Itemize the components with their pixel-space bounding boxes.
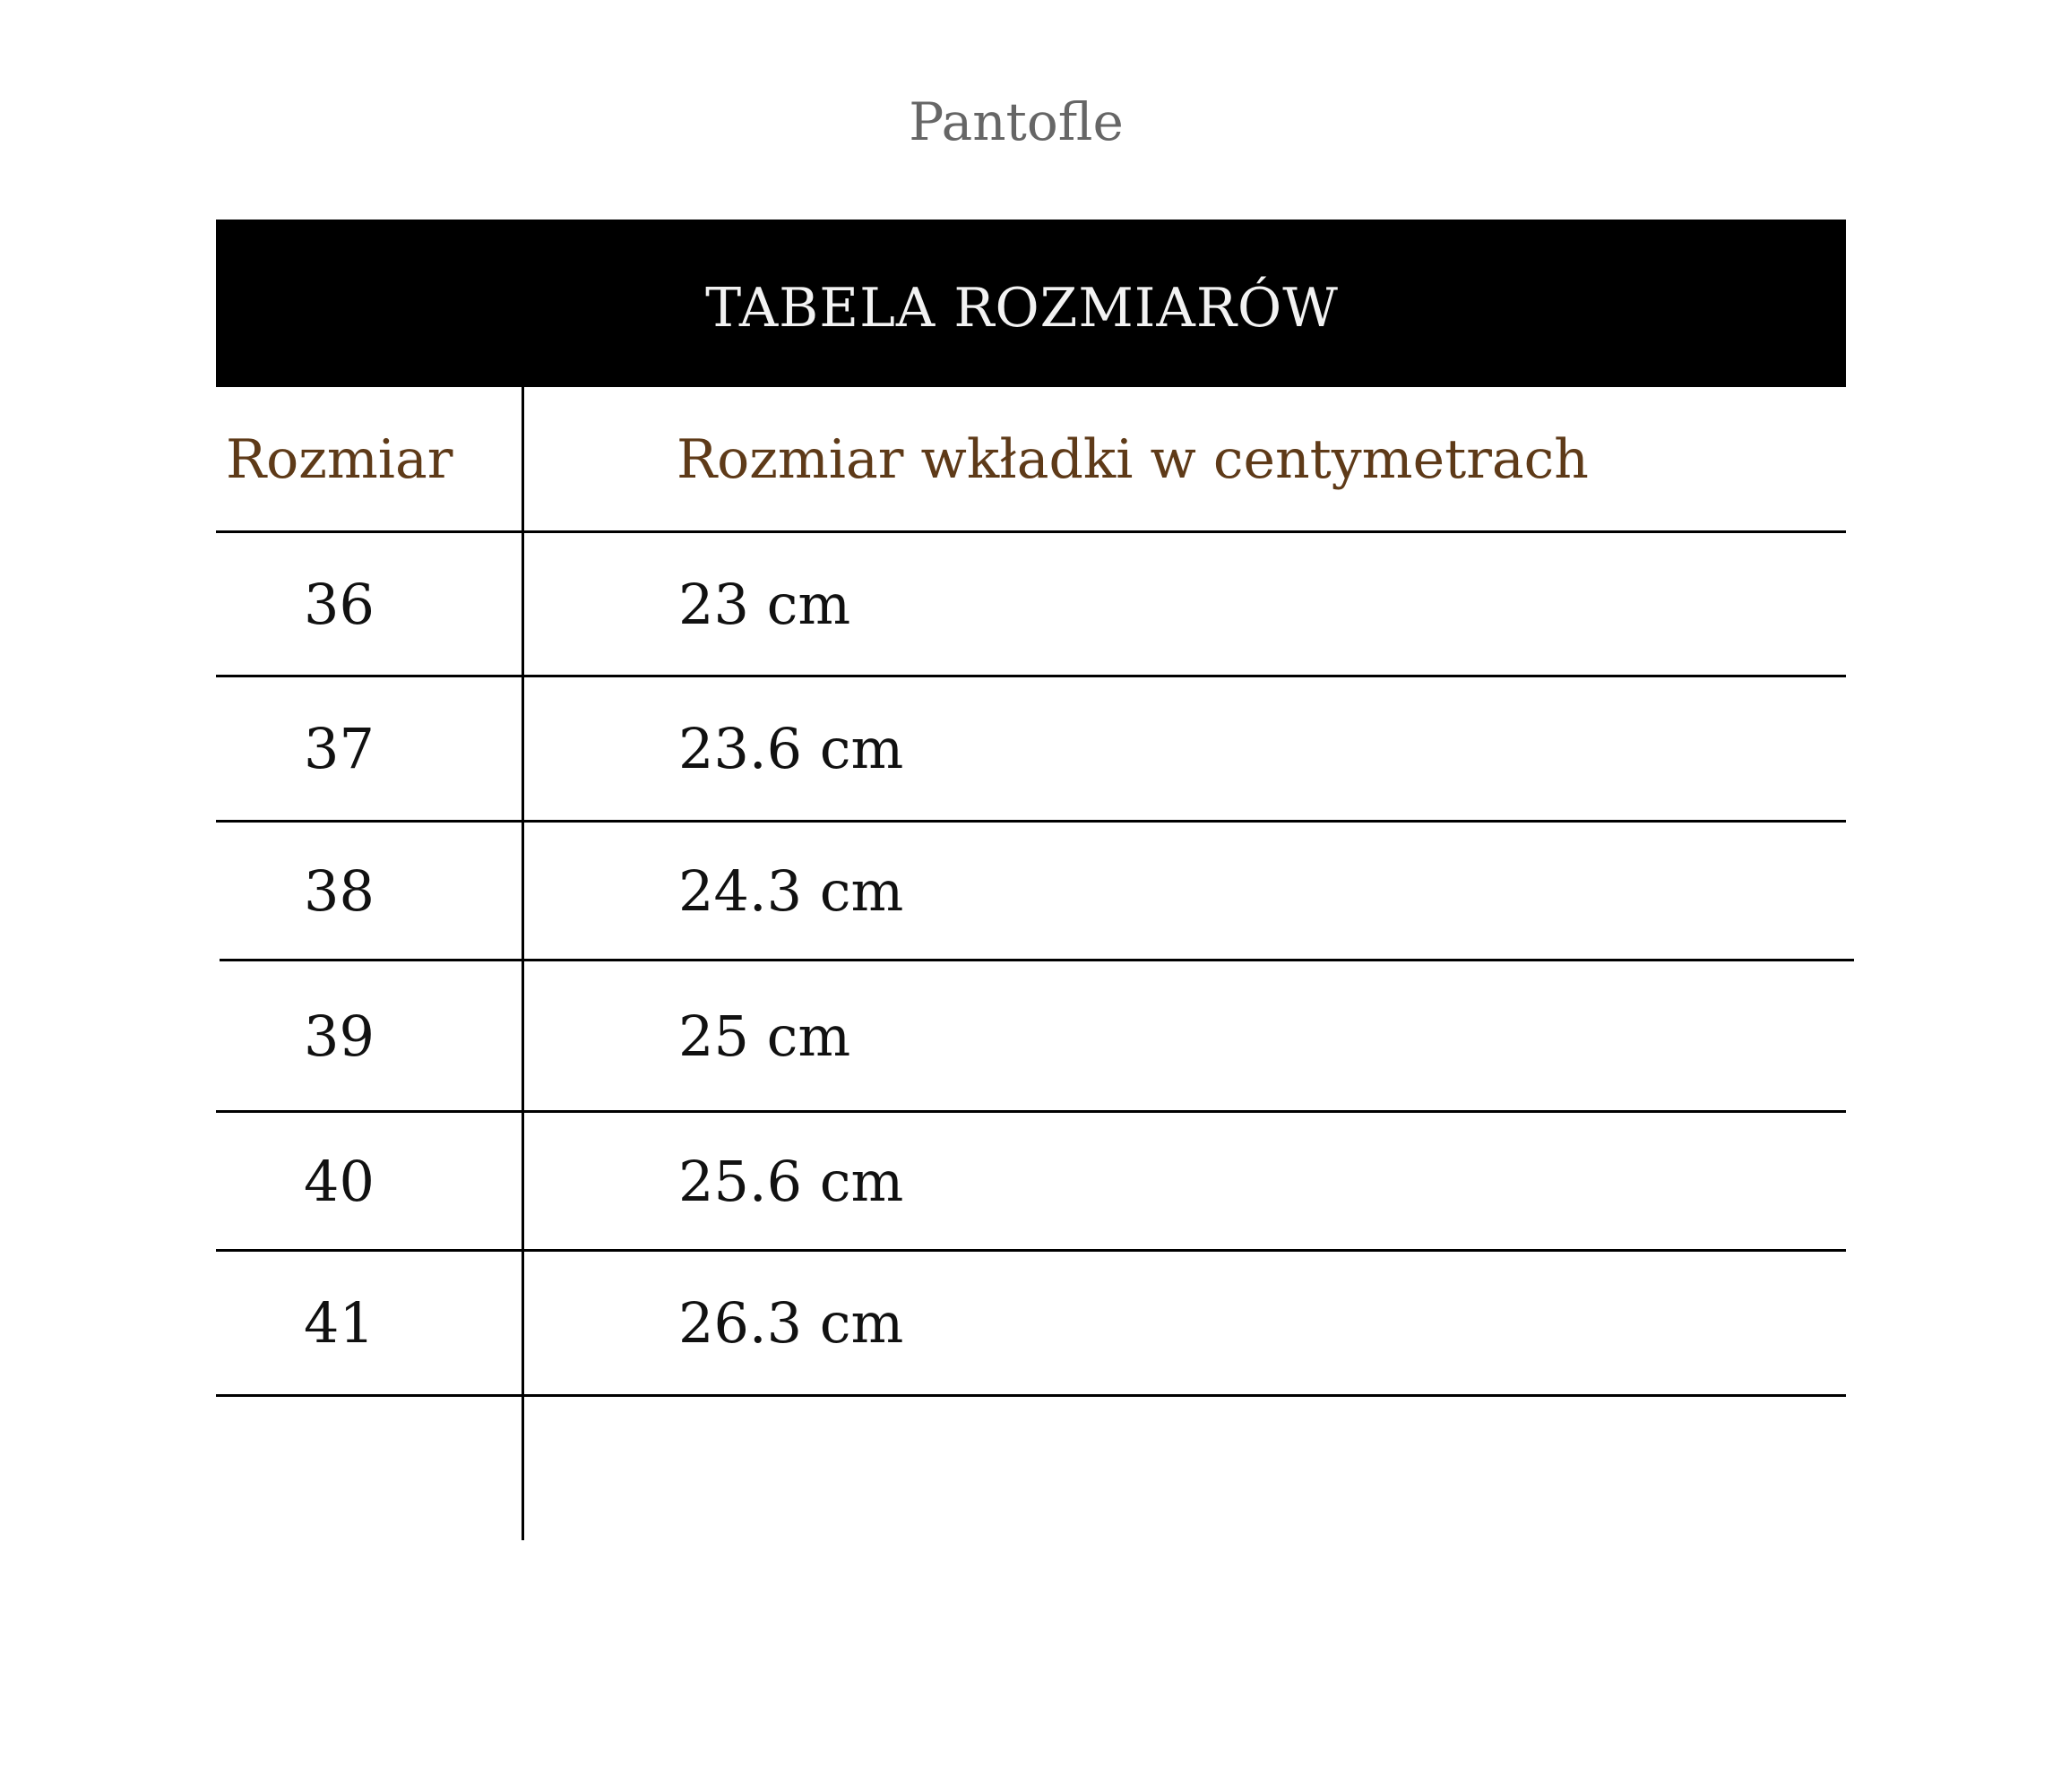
insole-length-cell: 26.3 cm [678,1290,904,1356]
size-cell: 37 [304,716,375,781]
page-title: Pantofle [909,91,1124,152]
size-cell: 41 [304,1290,375,1356]
table-row [216,677,1846,820]
column-header-size: Rozmiar [226,427,453,491]
size-cell: 38 [304,857,375,924]
column-header-insole: Rozmiar wkładki w centymetrach [677,427,1589,491]
size-cell: 36 [304,571,375,637]
banner-title: TABELA ROZMIARÓW [705,276,1339,340]
insole-length-cell: 25.6 cm [678,1148,904,1214]
insole-length-cell: 24.3 cm [678,857,904,924]
table-row [216,1113,1846,1249]
row-divider [216,1394,1846,1397]
table-row [216,1252,1846,1394]
table-row [216,823,1846,959]
table-row [216,533,1846,675]
insole-length-cell: 25 cm [678,1003,851,1069]
size-cell: 40 [304,1148,375,1214]
insole-length-cell: 23.6 cm [678,716,904,781]
size-cell: 39 [304,1003,375,1069]
size-table-banner [216,220,1846,387]
insole-length-cell: 23 cm [678,571,851,637]
table-row [216,961,1846,1110]
